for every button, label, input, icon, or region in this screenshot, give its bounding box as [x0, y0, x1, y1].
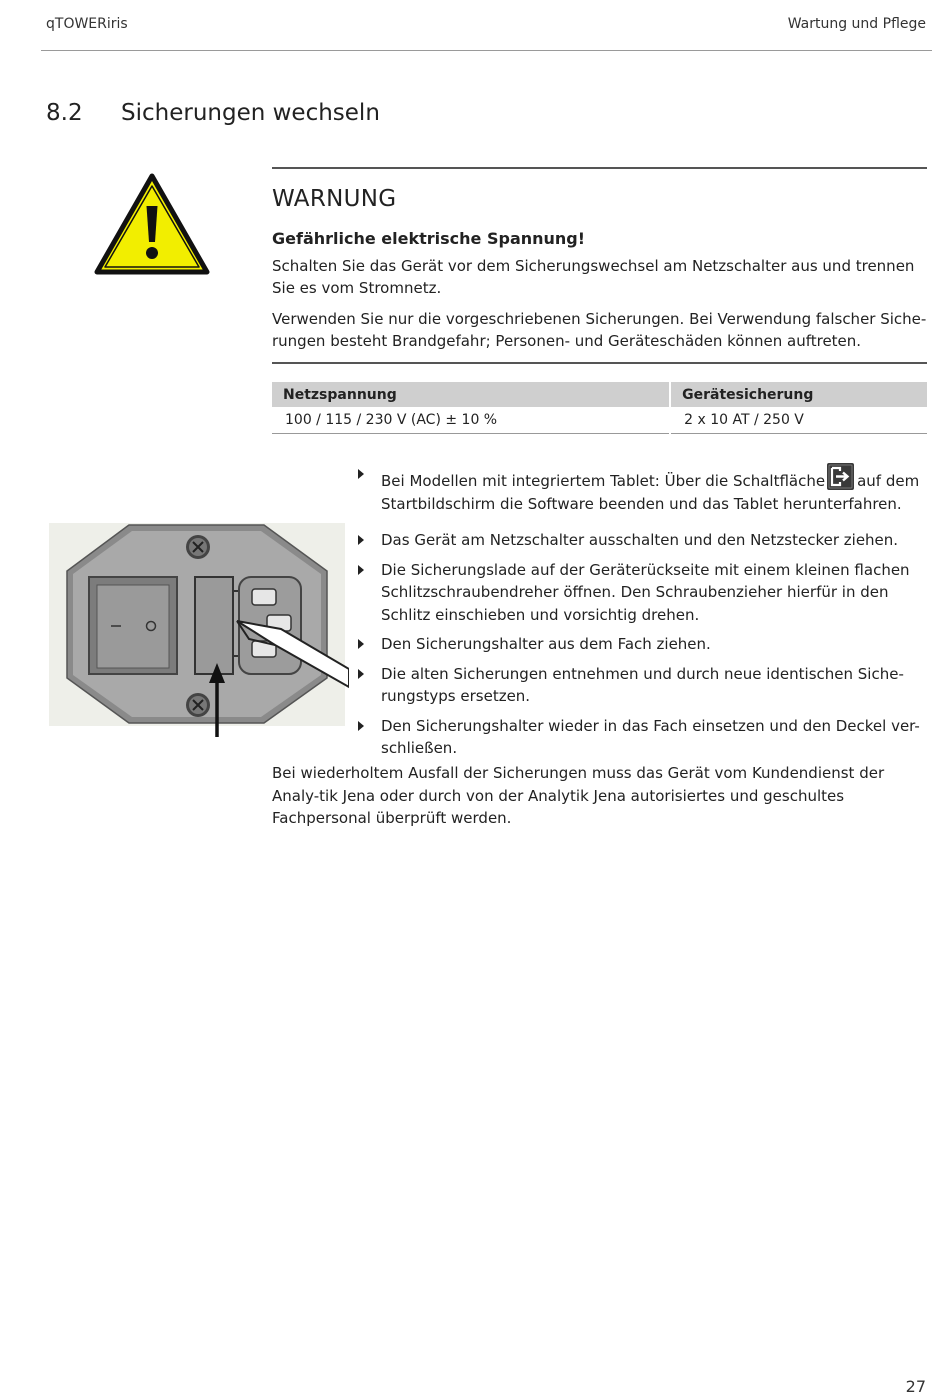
header-product-name: qTOWERiris	[46, 16, 128, 32]
table-cell: 2 x 10 AT / 250 V	[670, 407, 927, 434]
table-header-cell: Netzspannung	[272, 382, 670, 407]
table-header-row	[272, 382, 927, 407]
bullet-arrow-icon	[358, 469, 364, 479]
instruction-steps	[355, 463, 925, 767]
bullet-arrow-icon	[358, 535, 364, 545]
warning-bottom-rule	[272, 362, 927, 364]
list-item	[355, 463, 925, 515]
bullet-arrow-icon	[358, 639, 364, 649]
warning-paragraph: Verwenden Sie nur die vorgeschriebenen Sicherungen. Bei Verwendung falscher Siche-rungen besteht Brandgefahr; Personen- und Geräteschäden können auftreten.	[272, 310, 927, 350]
warning-box	[272, 167, 927, 364]
warning-paragraph: Schalten Sie das Gerät vor dem Sicherungswechsel am Netzschalter aus und trennen Sie es vom Stromnetz.	[272, 257, 915, 297]
fuse-drawer-illustration	[49, 521, 349, 741]
header-divider	[41, 50, 932, 51]
exit-icon	[827, 463, 854, 490]
section-number: 8.2	[46, 100, 83, 126]
list-item	[355, 559, 925, 627]
warning-subtitle: Gefährliche elektrische Spannung!	[272, 229, 586, 248]
step-text: Die alten Sicherungen entnehmen und durch neue identischen Siche-rungstyps ersetzen.	[381, 664, 904, 705]
warning-title: WARNUNG	[272, 186, 397, 212]
bullet-arrow-icon	[358, 669, 364, 679]
list-item	[355, 633, 925, 656]
header-chapter-name: Wartung und Pflege	[787, 16, 926, 32]
warning-top-rule	[272, 167, 927, 169]
step-text: auf dem Startbildschirm die Software beenden und das Tablet herunterfahren.	[381, 472, 920, 513]
warning-triangle-icon	[93, 172, 211, 276]
step-text: Den Sicherungshalter aus dem Fach ziehen.	[381, 635, 711, 653]
bullet-arrow-icon	[358, 565, 364, 575]
list-item	[355, 529, 925, 552]
step-text: Bei Modellen mit integriertem Tablet: Über die Schaltfläche	[381, 472, 826, 490]
step-text: Den Sicherungshalter wieder in das Fach einsetzen und den Deckel ver-schließen.	[381, 716, 920, 757]
step-text: Die Sicherungslade auf der Geräterückseite mit einem kleinen flachen Schlitzschraubendreher öffnen. Den Schraubenzieher hierfür in den Schlitz einschieben und vorsichtig drehen.	[381, 560, 910, 624]
list-item	[355, 715, 925, 760]
table-header-cell: Gerätesicherung	[670, 382, 927, 407]
table-row	[272, 407, 927, 434]
step-text: Das Gerät am Netzschalter ausschalten und den Netzstecker ziehen.	[381, 531, 899, 549]
section-title: Sicherungen wechseln	[121, 100, 380, 126]
fuse-spec-table	[272, 382, 927, 434]
list-item	[355, 663, 925, 708]
table-cell: 100 / 115 / 230 V (AC) ± 10 %	[272, 407, 670, 434]
bullet-arrow-icon	[358, 721, 364, 731]
page-number: 27	[905, 1377, 926, 1396]
closing-paragraph: Bei wiederholtem Ausfall der Sicherungen muss das Gerät vom Kundendienst der Analy-tik Jena oder durch von der Analytik Jena autorisiertes und geschultes Fachpersonal überprüft werden.	[272, 764, 885, 827]
